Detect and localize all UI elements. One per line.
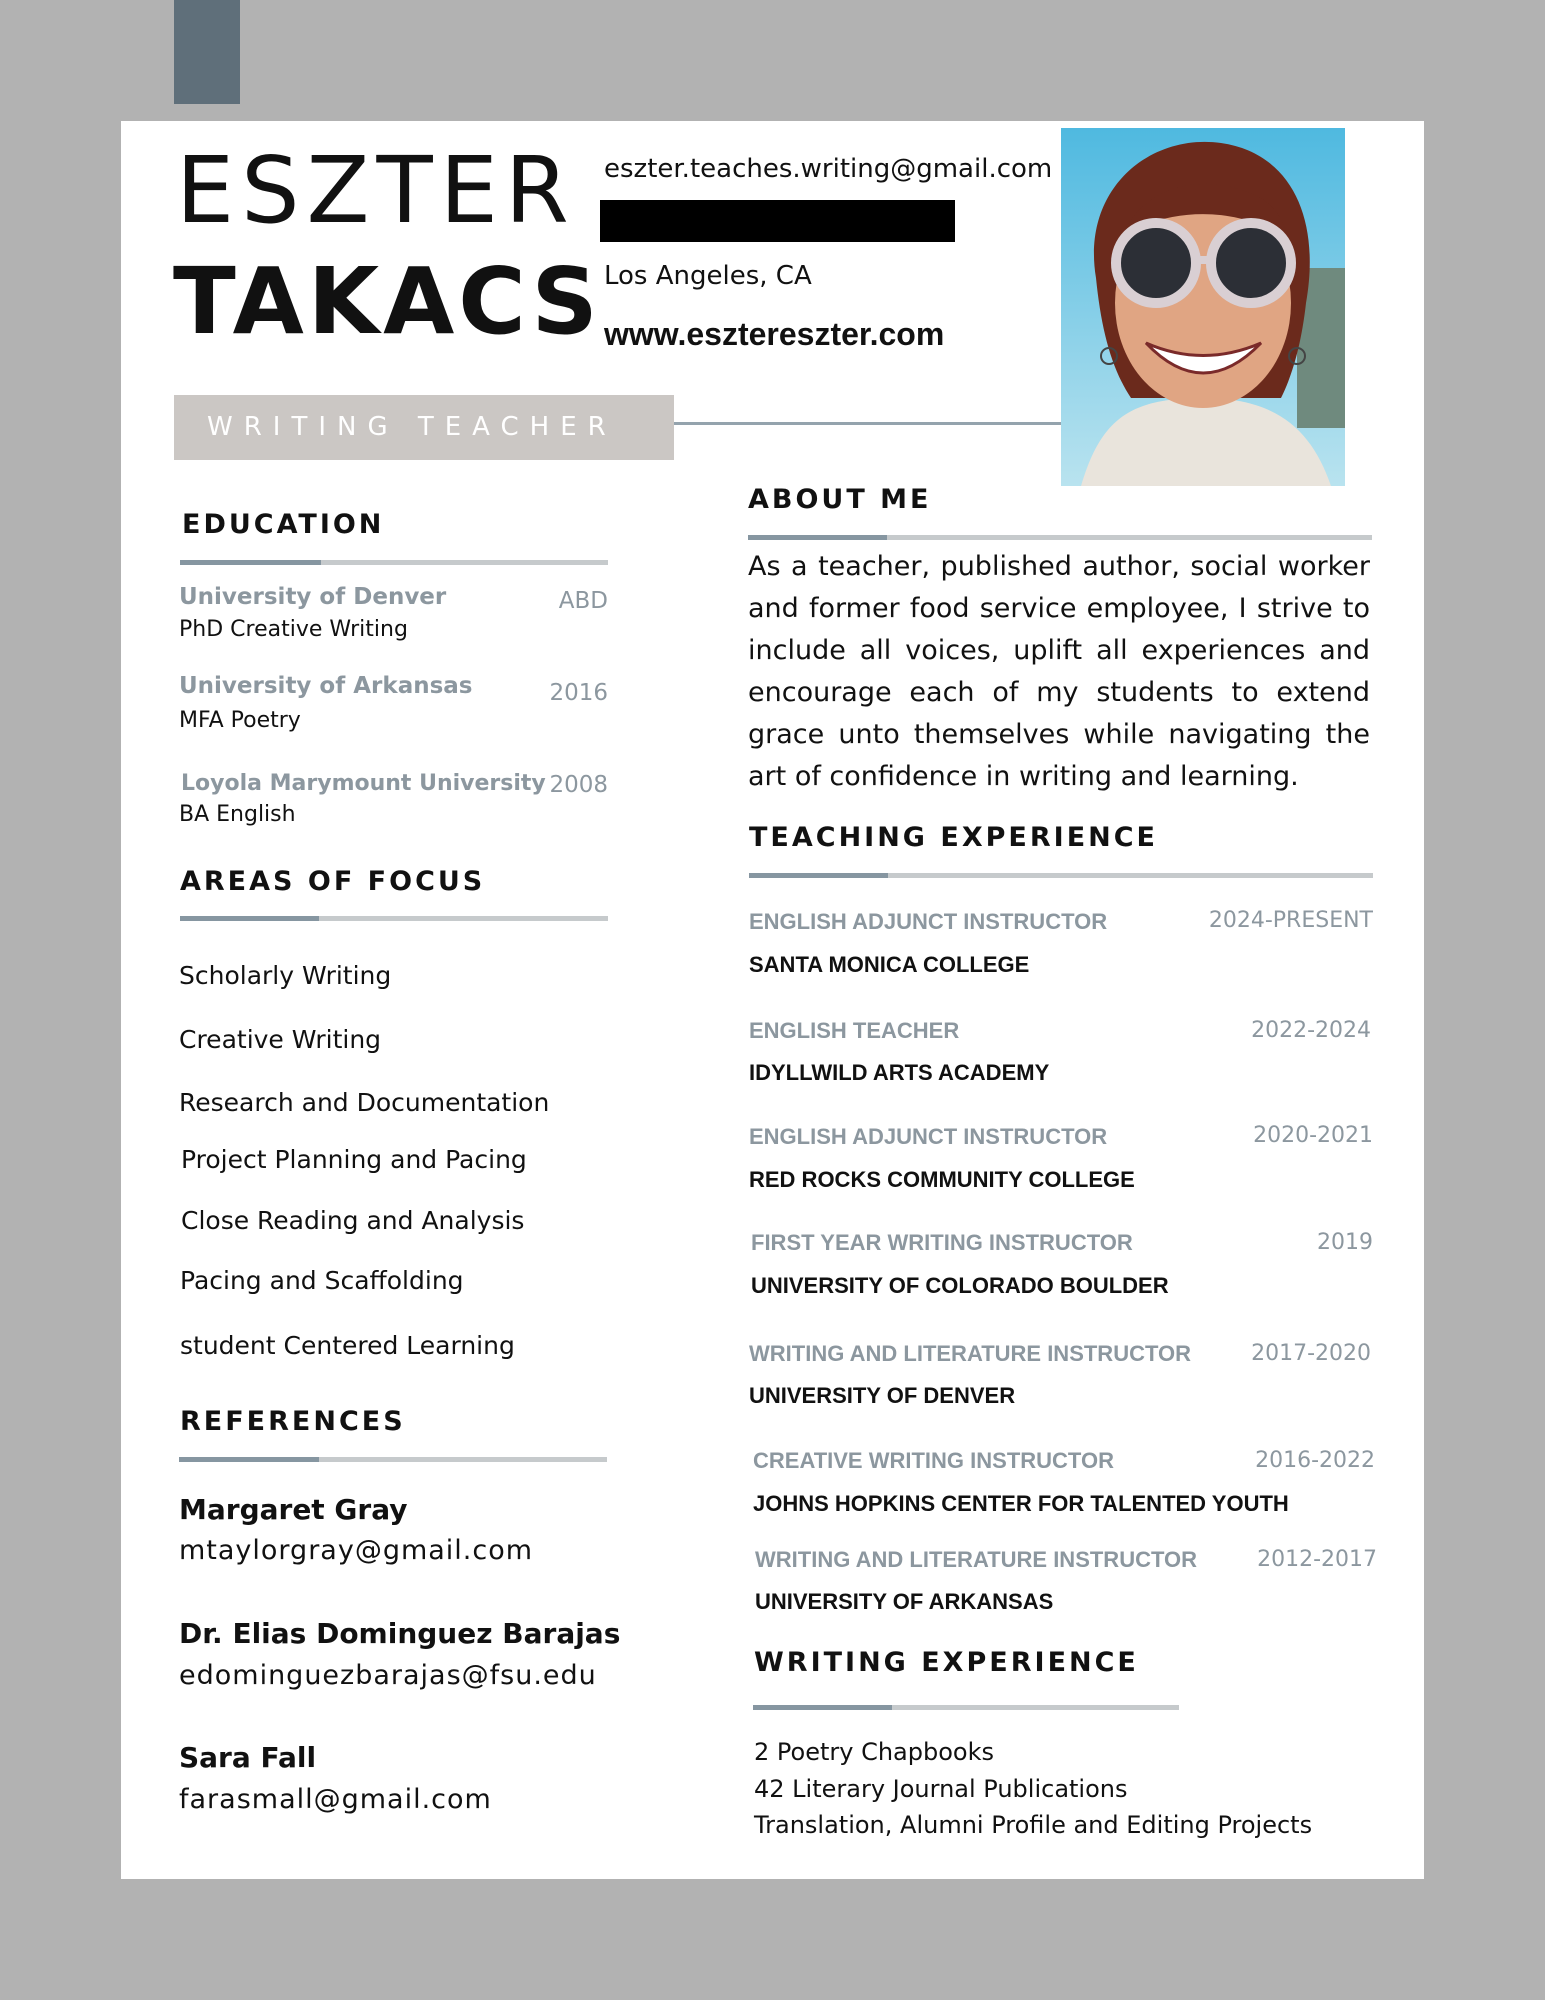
about-heading: ABOUT ME: [748, 484, 932, 515]
about-rule: [748, 535, 1372, 540]
job-years: 2024-PRESENT: [1208, 908, 1373, 933]
focus-item: student Centered Learning: [180, 1331, 515, 1360]
about-text: As a teacher, published author, social worker and former food service employee, I strive to include all voices, uplift all experiences and encourage each of my students to extend grace unto themselves while navigating the art of confidence in writing and learning.: [748, 551, 1370, 792]
focus-item: Creative Writing: [179, 1025, 382, 1054]
job-title: FIRST YEAR WRITING INSTRUCTOR: [751, 1230, 1133, 1255]
education-school: Loyola Marymount University: [181, 771, 546, 796]
job-years: 2019: [1317, 1230, 1373, 1255]
job-place: UNIVERSITY OF ARKANSAS: [755, 1589, 1054, 1614]
focus-rule: [180, 916, 608, 921]
location: Los Angeles, CA: [604, 261, 812, 291]
job-place: SANTA MONICA COLLEGE: [749, 952, 1030, 977]
writing-item: 42 Literary Journal Publications: [754, 1775, 1128, 1803]
resume-page: [121, 121, 1424, 1879]
job-title: ENGLISH ADJUNCT INSTRUCTOR: [749, 909, 1108, 934]
reference-email[interactable]: farasmall@gmail.com: [179, 1784, 492, 1815]
job-years: 2016-2022: [1255, 1448, 1375, 1473]
focus-item: Pacing and Scaffolding: [180, 1266, 464, 1295]
education-degree: BA English: [179, 802, 296, 827]
reference-name: Sara Fall: [179, 1741, 317, 1774]
job-title: ENGLISH ADJUNCT INSTRUCTOR: [749, 1124, 1108, 1149]
education-school: University of Arkansas: [179, 673, 473, 699]
last-name: TAKACS: [173, 248, 602, 355]
job-years: 2012-2017: [1257, 1547, 1377, 1572]
writing-item: 2 Poetry Chapbooks: [754, 1738, 994, 1766]
role-banner: WRITING TEACHER: [174, 395, 674, 460]
job-place: UNIVERSITY OF DENVER: [749, 1383, 1016, 1408]
job-title: CREATIVE WRITING INSTRUCTOR: [753, 1448, 1114, 1473]
education-year: 2008: [549, 772, 608, 798]
education-heading: EDUCATION: [182, 509, 385, 540]
teaching-heading: TEACHING EXPERIENCE: [749, 822, 1159, 853]
job-title: WRITING AND LITERATURE INSTRUCTOR: [755, 1547, 1198, 1572]
writing-rule: [753, 1705, 1179, 1710]
header-divider: [674, 422, 1061, 425]
references-rule: [179, 1457, 607, 1462]
first-name: ESZTER: [176, 137, 576, 244]
references-heading: REFERENCES: [180, 1406, 406, 1437]
education-year: 2016: [549, 680, 608, 706]
job-place: IDYLLWILD ARTS ACADEMY: [749, 1060, 1050, 1085]
education-school: University of Denver: [179, 584, 447, 610]
focus-heading: AREAS OF FOCUS: [180, 866, 486, 897]
job-place: UNIVERSITY OF COLORADO BOULDER: [751, 1273, 1169, 1298]
reference-name: Margaret Gray: [179, 1493, 408, 1526]
job-years: 2017-2020: [1251, 1341, 1371, 1366]
focus-item: Close Reading and Analysis: [181, 1206, 525, 1235]
job-years: 2020-2021: [1253, 1123, 1373, 1148]
education-degree: MFA Poetry: [179, 708, 301, 733]
job-place: RED ROCKS COMMUNITY COLLEGE: [749, 1167, 1135, 1192]
teaching-rule: [749, 873, 1373, 878]
reference-name: Dr. Elias Dominguez Barajas: [179, 1617, 621, 1650]
education-degree: PhD Creative Writing: [179, 617, 408, 642]
job-title: WRITING AND LITERATURE INSTRUCTOR: [749, 1341, 1192, 1366]
website-link[interactable]: www.esztereszter.com: [604, 316, 945, 352]
job-title: ENGLISH TEACHER: [749, 1018, 960, 1043]
writing-item: Translation, Alumni Profile and Editing Projects: [754, 1811, 1313, 1839]
email-link[interactable]: eszter.teaches.writing@gmail.com: [604, 154, 1053, 184]
focus-item: Research and Documentation: [179, 1088, 550, 1117]
reference-email[interactable]: mtaylorgray@gmail.com: [179, 1535, 534, 1566]
corner-tab: [174, 0, 240, 104]
focus-item: Scholarly Writing: [179, 961, 392, 990]
profile-photo: [1061, 128, 1345, 486]
job-years: 2022-2024: [1251, 1018, 1371, 1043]
redacted-phone: [600, 200, 955, 242]
education-year: ABD: [558, 588, 608, 614]
writing-heading: WRITING EXPERIENCE: [754, 1647, 1139, 1678]
reference-email[interactable]: edominguezbarajas@fsu.edu: [179, 1660, 597, 1691]
job-place: JOHNS HOPKINS CENTER FOR TALENTED YOUTH: [753, 1491, 1289, 1516]
education-rule: [180, 560, 608, 565]
focus-item: Project Planning and Pacing: [181, 1145, 527, 1174]
